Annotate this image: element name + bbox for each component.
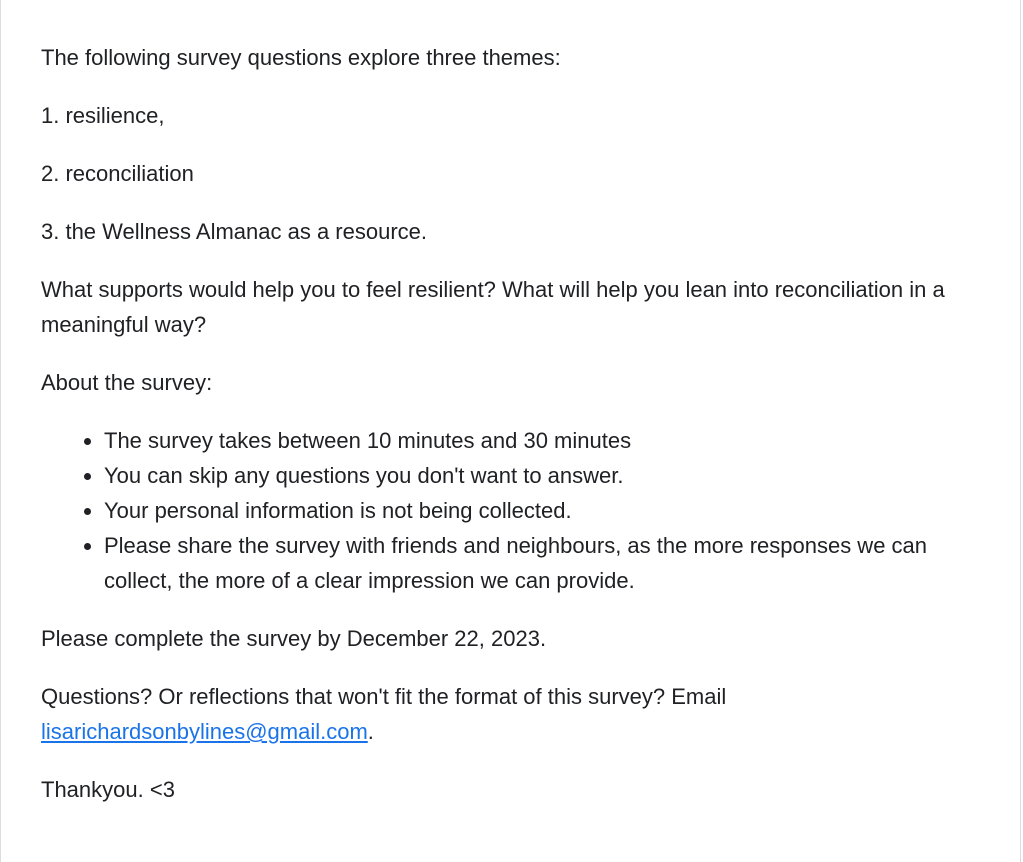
deadline-text: Please complete the survey by December 22, 2023. xyxy=(41,626,547,651)
theme-item-3: 3. the Wellness Almanac as a resource. xyxy=(41,219,428,244)
about-heading: About the survey: xyxy=(41,370,213,395)
contact-text: Questions? Or reflections that won't fit the format of this survey? Email xyxy=(41,684,727,709)
contact-paragraph xyxy=(41,679,991,749)
about-item-skip: • You can skip any questions you don't want to answer. xyxy=(104,458,991,493)
intro-text: The following survey questions explore three themes: xyxy=(41,45,561,70)
theme-item-1: 1. resilience, xyxy=(41,103,165,128)
theme-item-2: 2. reconciliation xyxy=(41,161,194,186)
contact-trailing: . xyxy=(367,719,374,744)
about-list xyxy=(41,423,991,598)
email-link[interactable]: lisarichardsonbylines@gmail.com xyxy=(41,719,368,744)
about-item-duration: • The survey takes between 10 minutes and 30 minutes xyxy=(104,423,991,458)
about-item-privacy: • Your personal information is not being collected. xyxy=(104,493,991,528)
form-description xyxy=(41,40,991,830)
closing-text: Thankyou. <3 xyxy=(41,777,175,802)
questions-text: What supports would help you to feel resilient? What will help you lean into reconciliation in a meaningful way? xyxy=(41,277,945,337)
about-item-share: • Please share the survey with friends and neighbours, as the more responses we can collect, the more of a clear impression we can provide. xyxy=(104,528,991,598)
